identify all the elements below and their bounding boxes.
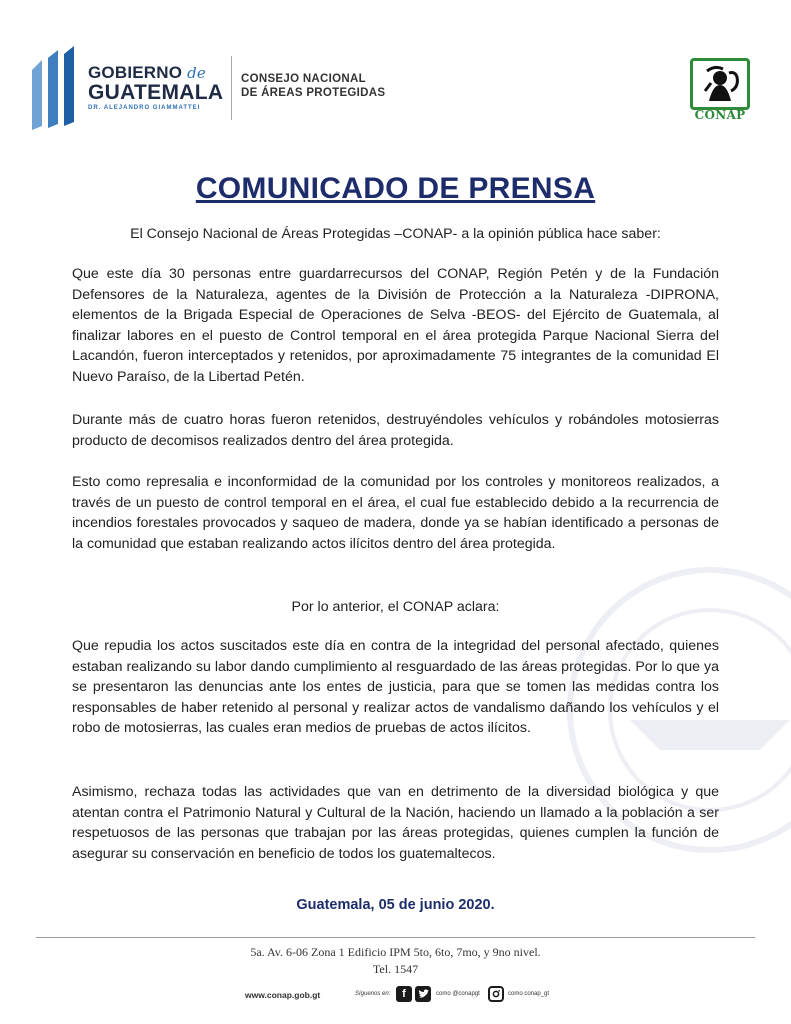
instagram-icon[interactable]: [488, 986, 504, 1002]
phone-line: Tel. 1547: [372, 962, 419, 976]
government-wordmark: [88, 64, 223, 111]
address-line: 5a. Av. 6-06 Zona 1 Edificio IPM 5to, 6to, 7mo, y 9no nivel.: [250, 945, 541, 959]
conap-logo: [687, 58, 753, 124]
government-logo-bars-icon: [30, 46, 80, 130]
paragraph-4: Que repudia los actos suscitados este día en contra de la integridad del personal afectado, quienes estaban realizando su labor dando cumplimiento al resguardado de las áreas protegidas. Por lo que ya se presentaron las denuncias ante los entes de justicia, para que se tomen las medidas contra los responsables de haber retenido al personal y realizar actos de vandalismo dañando los vehículos y el robo de motosierras, las cuales eran medios de pruebas de actos ilícitos.: [72, 638, 719, 736]
paragraph-5: Asimismo, rechaza todas las actividades que van en detrimento de la diversidad biológica y que atentan contra el Patrimonio Natural y Cultural de la Nación, haciendo un llamado a la población a ser respetuosos de las personas que trabajan por las áreas protegidas, quienes cumplen la función de asegurar su conservación en beneficio de todos los guatemaltecos.: [72, 784, 719, 862]
footer-social: [0, 986, 791, 1004]
signoff-date: Guatemala, 05 de junio 2020.: [296, 897, 495, 913]
facebook-icon[interactable]: f: [396, 986, 412, 1002]
paragraph-1: Que este día 30 personas entre guardarrecursos del CONAP, Región Petén y de la Fundación Defensores de la Naturaleza, agentes de la División de Protección a la Naturaleza -DIPRONA, elementos de la Brigada Especial de Operaciones de Selva -BEOS- del Ejército de Guatemala, al finalizar labores en el puesto de Control temporal en el área protegida Parque Nacional Sierra del Lacandón, fueron interceptados y retenidos, por aproximadamente 75 integrantes de la comunidad El Nuevo Paraíso, de la Libertad Petén.: [72, 266, 719, 385]
twitter-icon[interactable]: [415, 986, 431, 1002]
page-title: COMUNICADO DE PRENSA: [195, 172, 596, 205]
intro-text: El Consejo Nacional de Áreas Protegidas –CONAP- a la opinión pública hace saber:: [130, 226, 661, 242]
website-link[interactable]: www.conap.gob.gt: [245, 990, 321, 1000]
conap-logo-text: CONAP: [694, 108, 746, 122]
paragraph-3: Esto como represalia e inconformidad de la comunidad por los controles y monitoreos realizados, a través de un puesto de control temporal en el área, el cual fue establecido debido a la recurrencia de incendios forestales provocados y saqueo de madera, donde ya se habían identificado a personas de la comunidad que estaban realizando actos ilícitos dentro del área protegida.: [72, 474, 719, 552]
gov-line2-text: GUATEMALA: [88, 81, 224, 104]
conap-name-line2: DE ÁREAS PROTEGIDAS: [241, 87, 386, 99]
conap-monkey-icon: [690, 58, 750, 110]
fb-tw-handle: como @conapgt: [436, 991, 480, 997]
footer-address: [0, 944, 791, 978]
footer-divider: [36, 937, 755, 938]
instagram-handle: como conap_gt: [508, 991, 550, 997]
gov-line1-text: GOBIERNO: [88, 63, 183, 82]
paragraph-2: Durante más de cuatro horas fueron retenidos, destruyéndoles vehículos y robándoles motosierras producto de decomisos realizados dentro del área protegida.: [72, 412, 719, 449]
follow-label: Síguenos en:: [355, 991, 391, 997]
conap-name-line1: CONSEJO NACIONAL: [241, 73, 366, 85]
gov-president-text: DR. ALEJANDRO GIAMMATTEI: [88, 105, 201, 111]
gov-de-text: de: [187, 64, 206, 82]
aclara-heading: Por lo anterior, el CONAP aclara:: [291, 599, 500, 615]
letterhead: [0, 0, 791, 140]
header-divider: [231, 56, 232, 120]
conap-name: [241, 72, 385, 100]
